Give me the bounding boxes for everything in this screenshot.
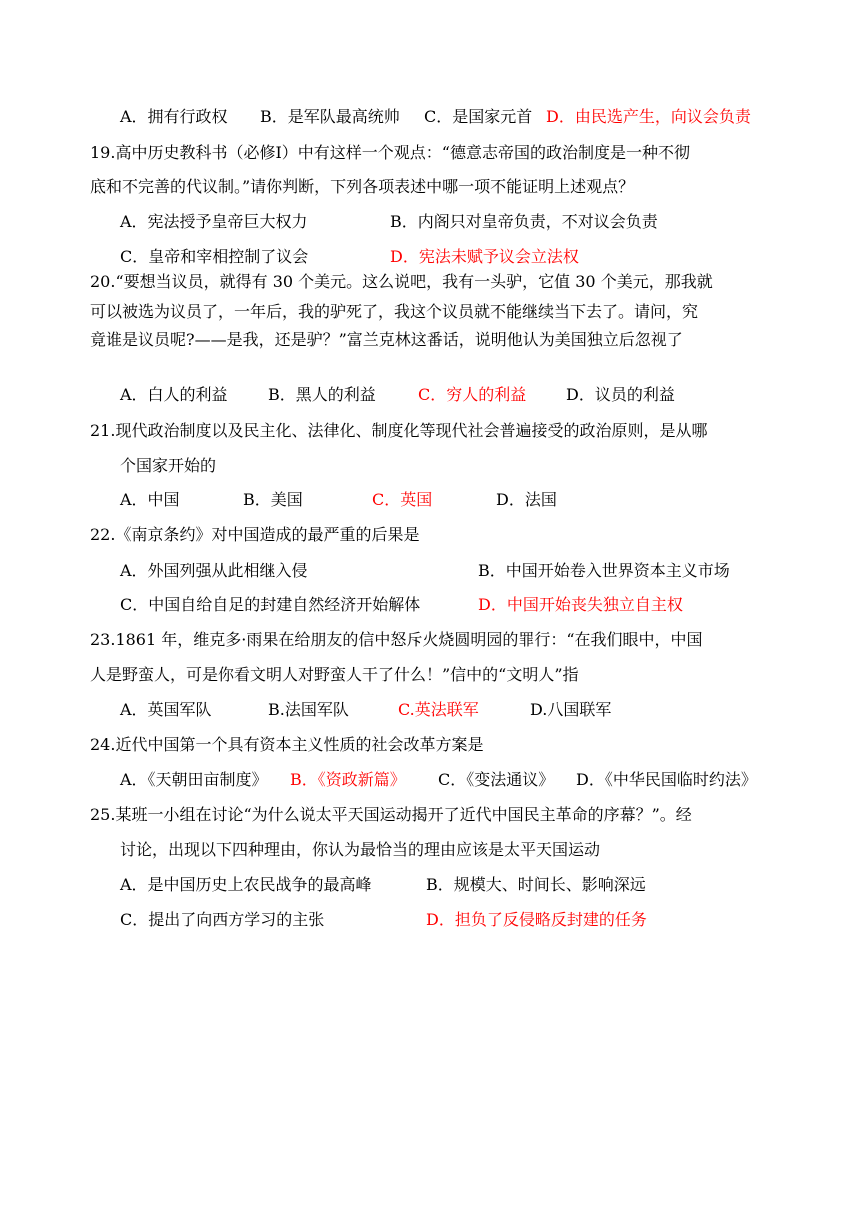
q25-option-c: C．提出了向西方学习的主张 — [120, 910, 325, 929]
q19-stem-line-2: 底和不完善的代议制。”请你判断，下列各项表述中哪一项不能证明上述观点？ — [90, 177, 635, 196]
q21-option-c-answer: C．英国 — [372, 490, 433, 509]
q23-stem-line-1: 23.1861 年，维克多·雨果在给朋友的信中怒斥火烧圆明园的罪行：“在我们眼中，中国 — [90, 630, 703, 649]
q23-option-a: A．英国军队 — [120, 700, 212, 719]
q21-option-b: B．美国 — [243, 490, 303, 509]
q21-option-a: A．中国 — [120, 490, 180, 509]
q18-option-a: A．拥有行政权 — [120, 107, 228, 126]
q24-option-b-answer: B．《资政新篇》 — [290, 770, 406, 789]
q19-option-b: B．内阁只对皇帝负责，不对议会负责 — [390, 212, 658, 231]
q25-option-b: B．规模大、时间长、影响深远 — [426, 875, 646, 894]
q23-option-c-answer: C.英法联军 — [398, 700, 479, 719]
q25-stem-line-2: 讨论，出现以下四种理由，你认为最恰当的理由应该是太平天国运动 — [120, 840, 601, 859]
q20-stem-line-3: 竟谁是议员呢?——是我，还是驴？”富兰克林这番话，说明他认为美国独立后忽视了 — [90, 330, 683, 349]
q22-option-d-answer: D．中国开始丧失独立自主权 — [478, 595, 683, 614]
q24-stem-line-1: 24.近代中国第一个具有资本主义性质的社会改革方案是 — [90, 735, 484, 754]
q19-stem-line-1: 19.高中历史教科书（必修Ⅰ）中有这样一个观点：“德意志帝国的政治制度是一种不彻 — [90, 143, 690, 162]
q24-option-d: D．《中华民国临时约法》 — [576, 770, 757, 789]
q18-option-d-answer: D．由民选产生，向议会负责 — [546, 107, 751, 126]
q25-stem-line-1: 25.某班一小组在讨论“为什么说太平天国运动揭开了近代中国民主革命的序幕？”。经 — [90, 805, 692, 824]
q23-option-d: D.八国联军 — [530, 700, 612, 719]
q23-option-b: B.法国军队 — [268, 700, 349, 719]
q20-option-c-answer: C．穷人的利益 — [418, 385, 527, 404]
q19-option-a: A．宪法授予皇帝巨大权力 — [120, 212, 308, 231]
q20-option-b: B．黑人的利益 — [268, 385, 376, 404]
q22-option-b: B．中国开始卷入世界资本主义市场 — [478, 561, 730, 580]
q20-option-d: D．议员的利益 — [566, 385, 675, 404]
q21-option-d: D．法国 — [496, 490, 557, 509]
q21-stem-line-1: 21.现代政治制度以及民主化、法律化、制度化等现代社会普遍接受的政治原则，是从哪 — [90, 421, 708, 440]
q25-option-d-answer: D．担负了反侵略反封建的任务 — [426, 910, 647, 929]
q18-option-b: B．是军队最高统帅 — [260, 107, 400, 126]
q20-stem-line-2: 可以被选为议员了，一年后，我的驴死了，我这个议员就不能继续当下去了。请问，究 — [90, 302, 699, 321]
q24-option-c: C．《变法通议》 — [438, 770, 555, 789]
q25-option-a: A．是中国历史上农民战争的最高峰 — [120, 875, 372, 894]
q19-option-c: C．皇帝和宰相控制了议会 — [120, 247, 309, 266]
q23-stem-line-2: 人是野蛮人，可是你看文明人对野蛮人干了什么！”信中的“文明人”指 — [90, 665, 579, 684]
q22-option-c: C．中国自给自足的封建自然经济开始解体 — [120, 595, 421, 614]
q21-stem-line-2: 个国家开始的 — [120, 456, 217, 475]
q22-stem-line-1: 22.《南京条约》对中国造成的最严重的后果是 — [90, 525, 420, 544]
q18-option-c: C．是国家元首 — [424, 107, 533, 126]
q24-option-a: A．《天朝田亩制度》 — [120, 770, 268, 789]
q19-option-d-answer: D．宪法未赋予议会立法权 — [390, 247, 579, 266]
q20-option-a: A．白人的利益 — [120, 385, 228, 404]
q20-stem-line-1: 20.“要想当议员，就得有 30 个美元。这么说吧，我有一头驴，它值 30 个美元，那我就 — [90, 272, 713, 291]
q22-option-a: A．外国列强从此相继入侵 — [120, 561, 308, 580]
